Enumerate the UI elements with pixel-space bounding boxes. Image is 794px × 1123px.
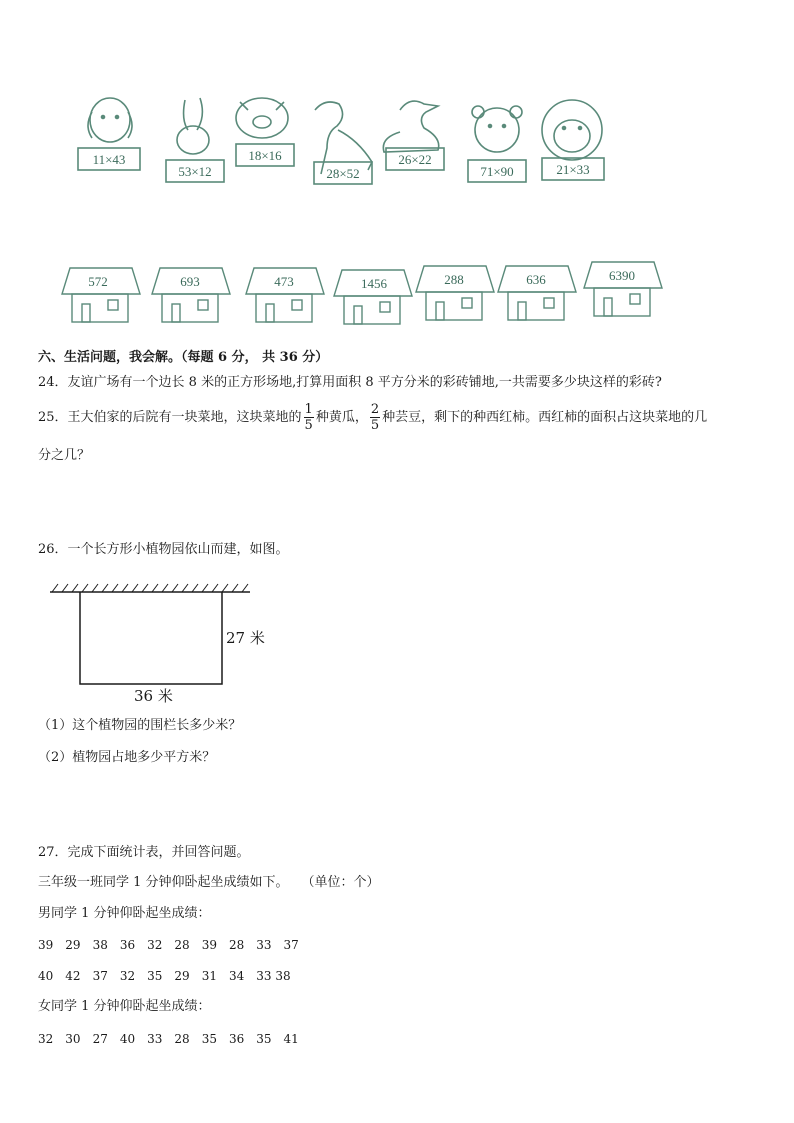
score: 37 (283, 938, 299, 952)
card-2: 53×12 (178, 164, 212, 179)
score: 41 (283, 1032, 299, 1046)
girls-label: 女同学 1 分钟仰卧起坐成绩： (38, 999, 211, 1014)
question-24: 24．友谊广场有一个边长 8 米的正方形场地,打算用面积 8 平方分米的彩砖铺地,一共需要多少块这样的彩砖? (38, 375, 662, 390)
q25-part3: 种芸豆，剩下的种西红柿。西红柿的面积占这块菜地的几 (382, 410, 708, 425)
score: 35 (256, 1032, 272, 1046)
question-25-line2: 分之几？ (38, 448, 91, 463)
score: 39 (201, 938, 217, 952)
score: 28 (174, 938, 190, 952)
question-26: 26．一个长方形小植物园依山而建，如图。 (38, 542, 289, 557)
score: 28 (174, 1032, 190, 1046)
question-27: 27．完成下面统计表，并回答问题。 (38, 845, 250, 860)
house-number-1: 572 (88, 274, 108, 289)
girls-scores-row1 (38, 1031, 299, 1047)
card-3: 18×16 (248, 148, 282, 163)
height-label: 27 米 (226, 629, 265, 647)
card-6: 71×90 (480, 164, 514, 179)
score: 27 (92, 1032, 108, 1046)
houses-figure (0, 258, 794, 328)
score: 33 (256, 938, 272, 952)
score: 31 (201, 969, 217, 983)
question-26-sub2: （2）植物园占地多少平方米？ (38, 750, 216, 765)
card-5: 26×22 (398, 152, 432, 167)
score: 33 38 (256, 969, 291, 983)
score: 40 (38, 969, 54, 983)
question-25-line1 (38, 400, 707, 436)
score: 37 (92, 969, 108, 983)
score: 32 (147, 938, 163, 952)
boys-scores-row1 (38, 937, 299, 953)
animal-cards-figure (0, 90, 794, 195)
score: 36 (228, 1032, 245, 1046)
q27-intro: 三年级一班同学 1 分钟仰卧起坐成绩如下。 （单位：个） (38, 875, 380, 890)
card-4: 28×52 (326, 166, 360, 181)
house-number-6: 636 (526, 272, 546, 287)
question-26-sub1: （1）这个植物园的围栏长多少米？ (38, 718, 242, 733)
score: 39 (38, 938, 54, 952)
score: 29 (174, 969, 190, 983)
fraction-one-fifth: $\frac{1}{5}$ (304, 402, 313, 433)
house-number-5: 288 (444, 272, 464, 287)
score: 36 (119, 938, 136, 952)
q25-part1: 25．王大伯家的后院有一块菜地，这块菜地的 (38, 410, 302, 425)
garden-diagram (40, 578, 280, 708)
score: 35 (147, 969, 163, 983)
card-1: 11×43 (92, 152, 126, 167)
section-heading: 六、生活问题，我会解。（每题 6 分， 共 36 分） (38, 350, 329, 365)
score: 35 (201, 1032, 217, 1046)
house-number-4: 1456 (361, 276, 387, 291)
score: 38 (92, 938, 108, 952)
q25-part2: 种黄瓜， (315, 410, 368, 425)
score: 42 (65, 969, 81, 983)
score: 30 (65, 1032, 81, 1046)
house-number-3: 473 (274, 274, 294, 289)
width-label: 36 米 (134, 687, 173, 705)
score: 33 (147, 1032, 163, 1046)
card-7: 21×33 (556, 162, 590, 177)
score: 29 (65, 938, 81, 952)
fraction-two-fifths: $\frac{2}{5}$ (370, 402, 380, 433)
boys-scores-row2 (38, 968, 291, 984)
house-number-2: 693 (180, 274, 200, 289)
score: 40 (119, 1032, 136, 1046)
boys-label: 男同学 1 分钟仰卧起坐成绩： (38, 906, 211, 921)
house-number-7: 6390 (609, 268, 635, 283)
score: 32 (38, 1032, 54, 1046)
score: 34 (228, 969, 245, 983)
score: 28 (228, 938, 245, 952)
score: 32 (119, 969, 136, 983)
